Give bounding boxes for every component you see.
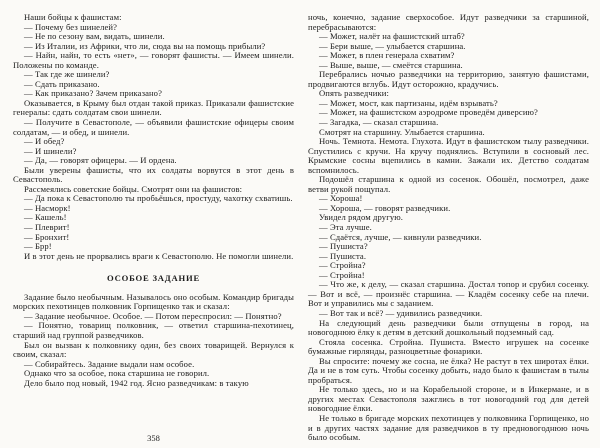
- paragraph: Рассмеялись советские бойцы. Смотрят они на фашистов:: [24, 183, 243, 194]
- paragraph: — Да, — говорят офицеры. — И ордена.: [24, 155, 177, 166]
- paragraph: — Может, на фашистском аэродроме проведём диверсию?: [319, 107, 538, 118]
- paragraph: Ночь. Темнота. Немота. Глухота. Идут в фашистском тылу разведчики. Спустились с кручи. На кручу поднялись. Вступили в сосновый лес. Крымские сосны вцепились в камни. Зажали их. Детство солдатам вспомнилось.: [308, 136, 589, 175]
- paragraph: Дело было под новый, 1942 год. Ясно разведчикам: в такую: [24, 377, 249, 388]
- paragraph: — Получите в Севастополе, — объявили фашистские офицеры своим солдатам, — и обед, и шинели.: [13, 117, 294, 137]
- paragraph: — Не по сезону вам, видать, шинели.: [24, 31, 165, 42]
- paragraph: — Из Италии, из Африки, что ли, сюда вы на помощь прибыли?: [24, 40, 266, 51]
- paragraph: — И шинели?: [24, 145, 77, 156]
- paragraph: — Найн, найн, то есть «нет», — говорят фашисты. — Имеем шинели. Положены по команде.: [13, 50, 294, 70]
- paragraph: — Так где же шинели?: [24, 69, 110, 80]
- paragraph: — Бери выше, — улыбается старшина.: [319, 40, 466, 51]
- paragraph: И в этот день не прорвались враги к Севастополю. Не помогли шинели.: [24, 250, 294, 261]
- paragraph: На следующий день разведчики были отпущены в город, на новогоднюю ёлку к детям в детский дошкольный подземный сад.: [308, 317, 589, 338]
- paragraph: — Стройна!: [319, 269, 365, 280]
- paragraph: — Как приказано? Зачем приказано?: [24, 88, 162, 99]
- paragraph: — Кашель!: [24, 212, 67, 223]
- paragraph: — Задание необычное. Особое. — Потом переспросил: — Понятно?: [24, 310, 282, 321]
- right-column: [308, 13, 589, 443]
- paragraph: — Бронхит!: [24, 231, 70, 242]
- paragraph: Вы спросите: почему же сосна, не ёлка? Не растут в тех широтах ёлки. Да и не в том суть. Чтобы сосенку добыть, надо было к фашистам в тылы пробраться.: [308, 355, 589, 385]
- paragraph: — Загадка, — сказал старшина.: [319, 117, 439, 128]
- paragraph: — Сдать приказано.: [24, 78, 100, 89]
- paragraph: — Может, в плен генерала схватим?: [319, 50, 455, 61]
- paragraph: — Пушиста.: [319, 250, 367, 261]
- paragraph: Смотрят на старшину. Улыбается старшина.: [319, 126, 485, 137]
- paragraph: — Что же, к делу, — сказал старшина. Достал топор и срубил сосенку. — Вот и всё, — произнёс старшина. — Кладём сосенку себе на плечи. Вот и управились мы с заданием.: [308, 279, 589, 309]
- paragraph: Увидел рядом другую.: [319, 212, 403, 223]
- paragraph: — Может, налёт на фашистский штаб?: [319, 31, 465, 42]
- paragraph: Опять разведчики:: [319, 88, 389, 99]
- paragraph: — Эта лучше.: [319, 222, 372, 233]
- paragraph: — Выше, выше, — смеётся старшина.: [319, 59, 463, 70]
- paragraph: — Стройна?: [319, 260, 366, 271]
- paragraph: Были уверены фашисты, что их солдаты ворвутся в этот день в Севастополь.: [13, 164, 294, 185]
- page-number: 358: [147, 433, 160, 443]
- paragraph: — Понятно, товарищ полковник, — ответил старшина-пехотинец, старший над группой разведчиков.: [13, 320, 294, 340]
- paragraph: — Может, мост, как партизаны, идём взрывать?: [319, 97, 498, 108]
- paragraph: Стояла сосенка. Стройна. Пушиста. Вместо игрушек на сосенке бумажные гирлянды, разноцветные фонарики.: [308, 336, 589, 357]
- paragraph: — Плеврит!: [24, 222, 70, 233]
- paragraph: Был он вызван к полковнику один, без своих товарищей. Вернулся к своим, сказал:: [13, 339, 294, 360]
- paragraph: — Сдаётся, лучше, — кивнули разведчики.: [319, 231, 482, 242]
- paragraph: — Вот так и всё? — удивились разведчики.: [319, 307, 483, 318]
- paragraph: Не только здесь, но и на Корабельной стороне, и в Инкермане, и в других местах Севастополя зажглись в тот новогодний год для детей новогодние ёлки.: [308, 384, 589, 414]
- paragraph: — Хороша!: [319, 193, 363, 204]
- paragraph: — Брр!: [24, 241, 52, 252]
- paragraph: — Почему без шинелей?: [24, 21, 118, 32]
- paragraph: Перебрались ночью разведчики на территорию, занятую фашистами, продвигаются вглубь. Идут осторожно, крадучись.: [308, 69, 589, 89]
- paragraph: — Да пока к Севастополю ты пробьёшься, простуду, чахотку схватишь.: [24, 193, 293, 204]
- paragraph: Однако что за особое, пока старшина не говорил.: [24, 368, 210, 379]
- paragraph: Наши бойцы к фашистам:: [24, 12, 122, 22]
- paragraph: ночь, конечно, задание сверхособое. Идут разведчики за старшиной, перебрасываются:: [308, 12, 589, 32]
- paragraph: — Насморк!: [24, 202, 71, 213]
- section-heading: ОСОБОЕ ЗАДАНИЕ: [106, 273, 201, 284]
- paragraph: — И обед?: [24, 136, 65, 147]
- paragraph: Оказывается, в Крыму был отдан такой приказ. Приказали фашистские генералы: сдать солдатам свои шинели.: [13, 97, 294, 118]
- paragraph: — Собирайтесь. Задание выдали нам особое.: [24, 358, 195, 369]
- paragraph: Не только в бригаде морских пехотинцев у полковника Горпищенко, но и в других частях задание для разведчиков в ту предновогоднюю ночь было особым.: [308, 412, 589, 443]
- paragraph: Задание было необычным. Называлось оно особым. Командир бригады морских пехотинцев полковник Горпищенко так и сказал:: [13, 291, 294, 312]
- left-column: [13, 13, 294, 443]
- paragraph: Подошёл старшина к одной из сосенок. Обошёл, посмотрел, даже ветви рукой пощупал.: [308, 174, 589, 194]
- paragraph: — Пушиста?: [319, 241, 368, 252]
- paragraph: — Хороша, — говорят разведчики.: [319, 202, 451, 213]
